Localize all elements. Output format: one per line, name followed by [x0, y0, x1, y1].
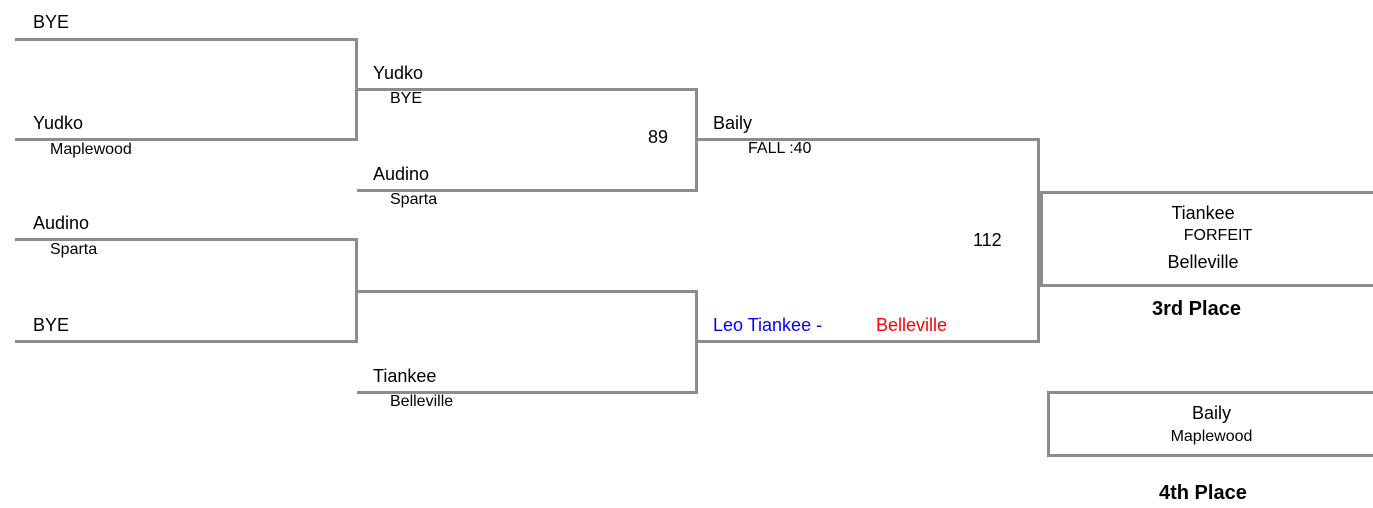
bracket-line — [697, 340, 1040, 343]
wrestler-name: Audino — [373, 164, 430, 184]
fourth-place-team: Maplewood — [1170, 428, 1253, 445]
bracket-line — [357, 290, 698, 293]
wrestler-name: Yudko — [33, 113, 84, 133]
wrestler-name: Baily — [713, 113, 753, 133]
wrestler-name: Yudko — [373, 63, 424, 83]
wrestler-team: Sparta — [50, 241, 98, 258]
third-place-box — [1040, 191, 1373, 287]
wrestler-name: Tiankee — [373, 366, 437, 386]
wrestler-name: Audino — [33, 213, 90, 233]
match-result: BYE — [390, 90, 423, 107]
winner-name: Leo Tiankee - — [713, 315, 823, 335]
bracket-line — [15, 340, 358, 343]
third-place-label: 3rd Place — [1152, 298, 1241, 320]
wrestler-team: Maplewood — [50, 141, 132, 158]
fourth-place-name: Baily — [1191, 403, 1231, 423]
fourth-place-box — [1047, 391, 1373, 457]
wrestler-team: Sparta — [390, 191, 438, 208]
wrestler-name: BYE — [33, 12, 70, 32]
third-place-team: Belleville — [1167, 252, 1239, 272]
wrestler-team: Belleville — [390, 393, 454, 410]
match-result: FALL :40 — [748, 140, 812, 157]
winner-team: Belleville — [876, 315, 948, 335]
bracket-line — [15, 38, 358, 41]
third-place-name: Tiankee — [1171, 203, 1235, 223]
bout-number: 89 — [648, 127, 669, 147]
wrestler-name: BYE — [33, 315, 70, 335]
fourth-place-label: 4th Place — [1159, 482, 1247, 504]
bout-number: 112 — [973, 230, 1002, 250]
third-place-result: FORFEIT — [1183, 227, 1253, 244]
